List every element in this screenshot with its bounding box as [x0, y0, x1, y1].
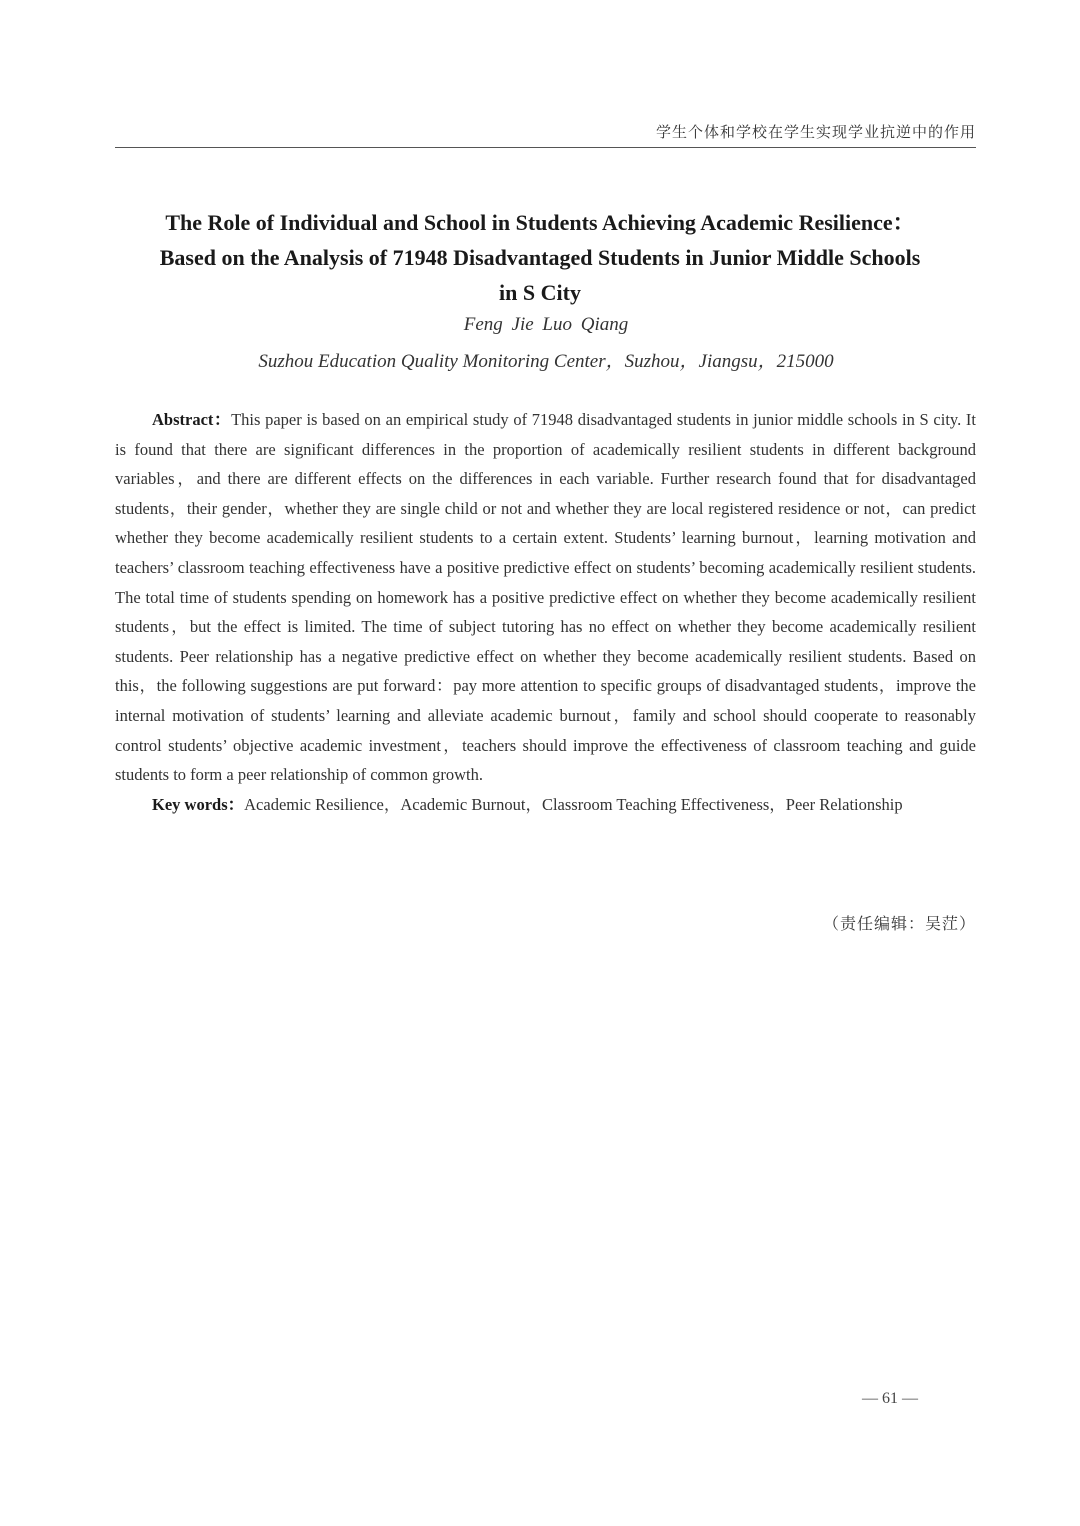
editor-note: （责任编辑：吴茳） [822, 914, 976, 933]
abstract-label: Abstract： [152, 410, 232, 429]
page-number: — 61 — [862, 1390, 918, 1407]
affiliation: Suzhou Education Quality Monitoring Center，Suzhou，Jiangsu，215000 [258, 351, 834, 372]
title-line-2: Based on the Analysis of 71948 Disadvantaged Students in Junior Middle Schools [159, 245, 921, 270]
abstract-section [115, 405, 976, 819]
running-header: 学生个体和学校在学生实现学业抗逆中的作用 [655, 123, 976, 141]
keywords-label: Key words： [152, 794, 245, 814]
abstract-text: This paper is based on an empirical study of 71948 disadvantaged students in junior middle schools in S city. It is found that there are significant differences in the proportion of academically resilient students in different background variables，and there are different effects on the differences in each variable. Further research found that for disadvantaged students，their gender，whether they are single child or not and whether they are local registered residence or not，can predict whether they become academically resilient students to a certain extent. Students’ learning burnout，learning motivation and teachers’ classroom teaching effectiveness have a positive predictive effect on students’ becoming academically resilient students. The total time of students spending on homework has a positive predictive effect on whether they become academically resilient students，but the effect is limited. The time of subject tutoring has no effect on whether they become academically resilient students. Peer relationship has a negative predictive effect on whether they become academically resilient students. Based on this，the following suggestions are put forward：pay more attention to specific groups of disadvantaged students，improve the internal motivation of students’ learning and alleviate academic burnout，family and school should cooperate to reasonably control students’ objective academic investment，teachers should improve the effectiveness of classroom teaching and guide students to form a peer relationship of common growth. [115, 410, 976, 785]
title-line-3: in S City [499, 280, 581, 305]
keywords-text: Academic Resilience，Academic Burnout，Classroom Teaching Effectiveness，Peer Relationship [244, 794, 903, 814]
keywords-paragraph [115, 790, 976, 820]
article-title [90, 205, 990, 310]
title-line-1: The Role of Individual and School in Students Achieving Academic Resilience： [165, 210, 915, 235]
abstract-paragraph [115, 405, 976, 790]
header-rule [115, 147, 976, 148]
authors: Feng Jie Luo Qiang [463, 314, 629, 335]
